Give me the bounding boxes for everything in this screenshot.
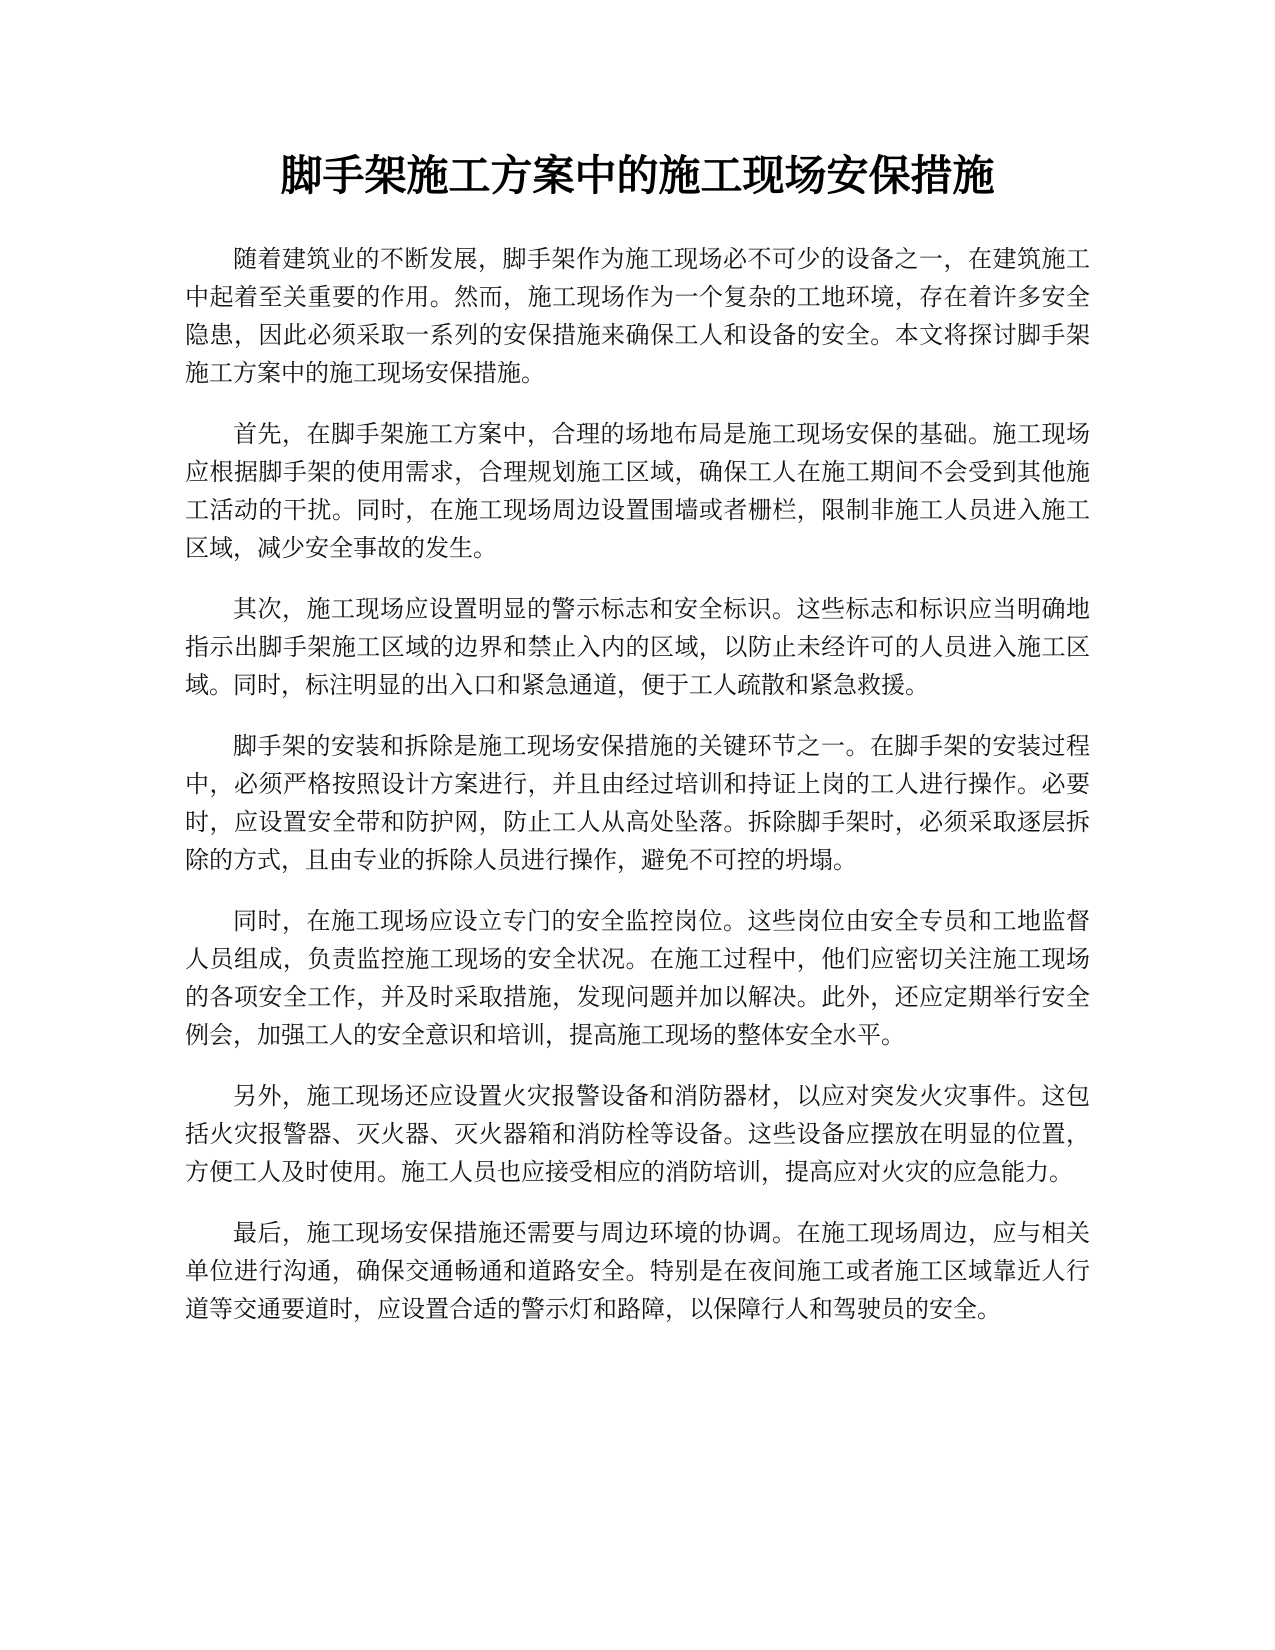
paragraph-3: 其次，施工现场应设置明显的警示标志和安全标识。这些标志和标识应当明确地指示出脚手架施工区域的边界和禁止入内的区域，以防止未经许可的人员进入施工区域。同时，标注明显的出入口和紧急通道，便于工人疏散和紧急救援。 <box>185 595 1090 699</box>
paragraph-2: 首先，在脚手架施工方案中，合理的场地布局是施工现场安保的基础。施工现场应根据脚手架的使用需求，合理规划施工区域，确保工人在施工期间不会受到其他施工活动的干扰。同时，在施工现场周边设置围墙或者栅栏，限制非施工人员进入施工区域，减少安全事故的发生。 <box>185 420 1090 562</box>
document-title: 脚手架施工方案中的施工现场安保措施 <box>280 151 995 200</box>
paragraph-7: 最后，施工现场安保措施还需要与周边环境的协调。在施工现场周边，应与相关单位进行沟通，确保交通畅通和道路安全。特别是在夜间施工或者施工区域靠近人行道等交通要道时，应设置合适的警示灯和路障，以保障行人和驾驶员的安全。 <box>185 1219 1090 1323</box>
paragraph-6: 另外，施工现场还应设置火灾报警设备和消防器材，以应对突发火灾事件。这包括火灾报警器、灭火器、灭火器箱和消防栓等设备。这些设备应摆放在明显的位置，方便工人及时使用。施工人员也应接受相应的消防培训，提高应对火灾的应急能力。 <box>185 1082 1090 1186</box>
paragraph-5: 同时，在施工现场应设立专门的安全监控岗位。这些岗位由安全专员和工地监督人员组成，负责监控施工现场的安全状况。在施工过程中，他们应密切关注施工现场的各项安全工作，并及时采取措施，发现问题并加以解决。此外，还应定期举行安全例会，加强工人的安全意识和培训，提高施工现场的整体安全水平。 <box>185 907 1090 1049</box>
paragraph-1: 随着建筑业的不断发展，脚手架作为施工现场必不可少的设备之一，在建筑施工中起着至关重要的作用。然而，施工现场作为一个复杂的工地环境，存在着许多安全隐患，因此必须采取一系列的安保措施来确保工人和设备的安全。本文将探讨脚手架施工方案中的施工现场安保措施。 <box>185 245 1090 387</box>
document-body <box>185 240 1090 1351</box>
paragraph-4: 脚手架的安装和拆除是施工现场安保措施的关键环节之一。在脚手架的安装过程中，必须严格按照设计方案进行，并且由经过培训和持证上岗的工人进行操作。必要时，应设置安全带和防护网，防止工人从高处坠落。拆除脚手架时，必须采取逐层拆除的方式，且由专业的拆除人员进行操作，避免不可控的坍塌。 <box>185 732 1090 874</box>
